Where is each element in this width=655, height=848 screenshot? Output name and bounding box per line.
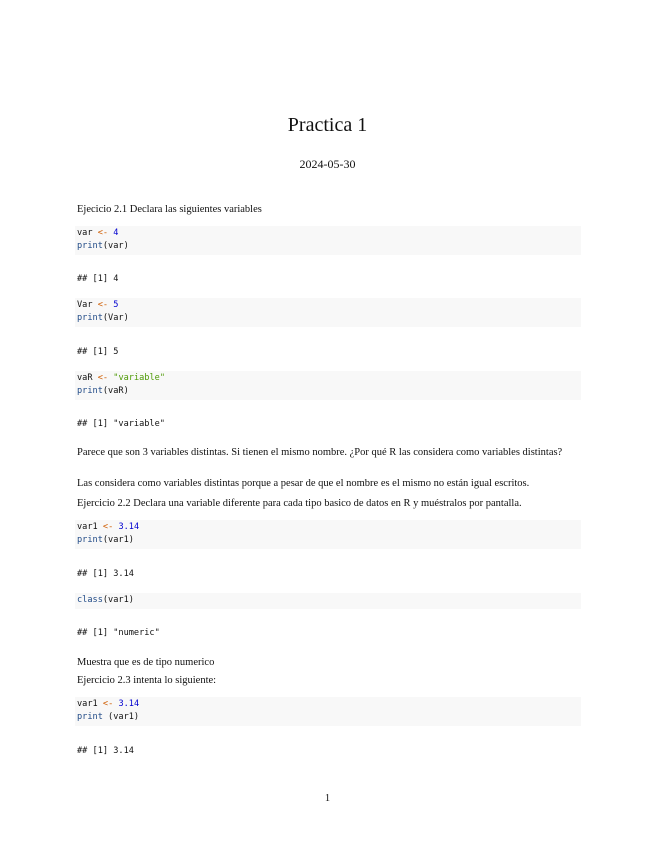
code-number: 4 [113, 228, 119, 238]
output-3: ## [1] "variable" [77, 419, 165, 429]
code-string: "variable" [113, 373, 166, 383]
code-var: vaR [77, 373, 93, 383]
code-var: Var [77, 300, 93, 310]
output-5: ## [1] "numeric" [77, 628, 160, 638]
code-args: (Var) [102, 312, 129, 323]
code-args: (vaR) [102, 385, 129, 396]
code-args: (var1) [102, 711, 140, 722]
code-assign-op: <- [97, 373, 109, 383]
code-var: var1 [77, 699, 98, 709]
output-2: ## [1] 5 [77, 347, 119, 357]
code-function: print [77, 312, 103, 323]
exercise-2-3-heading: Ejercicio 2.3 intenta lo siguiente: [77, 675, 217, 686]
exercise-2-1-heading: Ejecicio 2.1 Declara las siguientes variables [77, 204, 262, 215]
code-function: class [77, 595, 103, 605]
output-4: ## [1] 3.14 [77, 569, 134, 579]
code-args: (var1) [102, 595, 134, 605]
document-title: Practica 1 [287, 114, 368, 136]
code-assign-op: <- [102, 699, 114, 709]
code-function: print [77, 534, 103, 545]
code-number: 3.14 [118, 699, 140, 709]
code-var: var1 [77, 522, 98, 532]
numeric-note: Muestra que es de tipo numerico [77, 657, 215, 668]
code-function: print [77, 711, 103, 722]
code-block-2 [75, 298, 581, 327]
code-block-3 [75, 371, 581, 400]
exercise-2-2-heading: Ejercicio 2.2 Declara una variable diferente para cada tipo basico de datos en R y muéstralos por pantalla. [77, 498, 522, 509]
code-var: var [77, 228, 93, 238]
code-block-5 [75, 593, 581, 609]
code-function: print [77, 385, 103, 396]
code-args: (var) [102, 240, 129, 251]
code-number: 3.14 [118, 522, 140, 532]
answer-paragraph: Las considera como variables distintas porque a pesar de que el nombre es el mismo no están igual escritos. [77, 478, 530, 489]
output-6: ## [1] 3.14 [77, 746, 134, 756]
output-1: ## [1] 4 [77, 274, 119, 284]
document-date: 2024-05-30 [299, 157, 356, 171]
question-paragraph: Parece que son 3 variables distintas. Si tienen el mismo nombre. ¿Por qué R las considera como variables distintas? [77, 447, 563, 458]
code-assign-op: <- [97, 300, 109, 310]
code-args: (var1) [102, 534, 134, 545]
code-assign-op: <- [97, 228, 109, 238]
code-block-1 [75, 226, 581, 255]
code-block-6 [75, 697, 581, 726]
code-assign-op: <- [102, 522, 114, 532]
code-function: print [77, 240, 103, 251]
code-block-4 [75, 520, 581, 549]
code-number: 5 [113, 300, 119, 310]
page-number: 1 [324, 793, 331, 804]
